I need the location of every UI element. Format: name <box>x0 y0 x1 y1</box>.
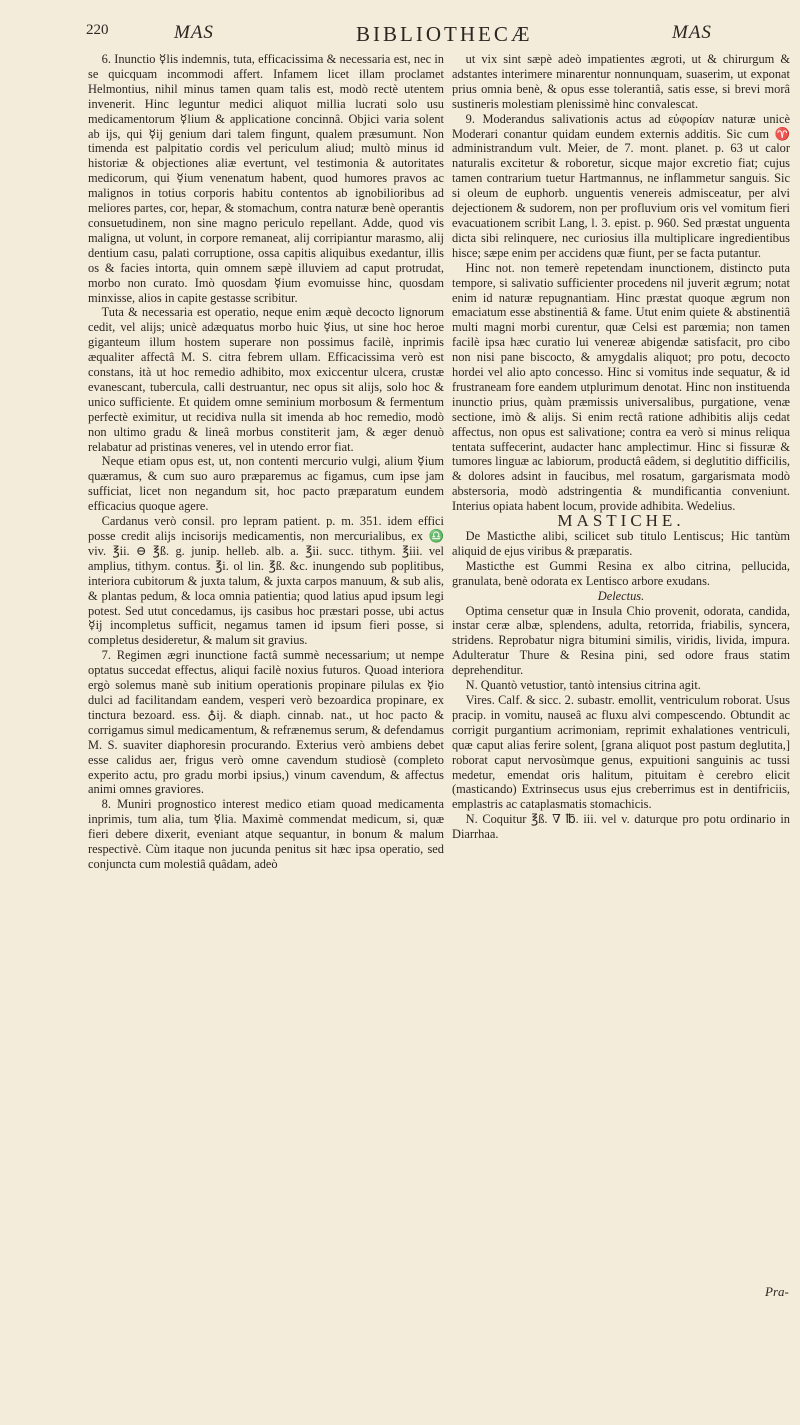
running-title: BIBLIOTHECÆ <box>356 22 533 46</box>
subheading: Delectus. <box>597 588 645 603</box>
keyword-right: MAS <box>672 22 712 43</box>
paragraph: ut vix sint sæpè adeò impatientes ægroti, ut & chirurgum & adstantes interimere minarentur nonnunquam, suaserim, ut exponat prius omnia benè, & opus esse tolerantiâ, satis esse, si brevi morâ sustineris molestiam plenissimè hinc convalescat. <box>452 52 790 111</box>
catchword: Pra- <box>765 1284 789 1299</box>
paragraph: N. Coquitur ℥ß. ∇ ℔. iii. vel v. daturque pro potu ordinario in Diarrhaa. <box>452 812 790 842</box>
paragraph: Masticthe est Gummi Resina ex albo citrina, pellucida, granulata, benè odorata ex Lentisco arbore exudans. <box>452 558 790 588</box>
paragraph: Optima censetur quæ in Insula Chio provenit, odorata, candida, instar ceræ albæ, splendens, adulta, retorrida, friabilis, syncera, stridens. Reprobatur nigra bitumini similis, viridis, livida, impura. Adulteratur Thure & Resina pini, sed odore fraus statim deprehenditur. <box>452 603 790 678</box>
paragraph: De Masticthe alibi, scilicet sub titulo Lentiscus; Hic tantùm aliquid de ejus viribus & præparatis. <box>452 529 790 558</box>
paragraph: Vires. Calf. & sicc. 2. subastr. emollit, ventriculum roborat. Usus pracip. in vomitu, nauseâ ac fluxu alvi compescendo. Obtundit ac corrigit purgantium acrimoniam, reprimit exhalationes ventriculi, quæ caput alias ferire solent, [grana aliquot post pastum deglutita,] roborat caput nervosùmque genus, expuitioni sanguinis ac tussi medetur, emendat oris halitum, pituitam è cerebro elicit (masticando) Extrinsecus usus ejus creberrimus est in dentifriciis, emplastris ac cataplasmatis stomachicis. <box>452 692 790 812</box>
left-column <box>88 52 444 872</box>
page-number: 220 <box>86 22 109 38</box>
paragraph: 7. Regimen ægri inunctione factâ summè necessarium; ut nempe optatus succedat effectus, aliqui facilè noxius futuros. Quoad interiora ergò solemus manè sub initium operationis propinare pilulas ex ☿io dulci ad facilitandam eandem, vesperi verò bezoardica propinare, ex tinctura bezoard. ess. ♁ij. & diaph. cinnab. nat., ut hoc pacto & corrigamus simul medicamentum, & refrænemus serum, & defendamus M. S. suaviter diaphoresin procurando. Exterius verò ambiens debet esse calidus aer, frigus verò omne cavendum studiosè (completo experito actu, pro gradu morbi ipsius,) vinum cavendum, & affectus animi omnes graviores. <box>88 648 444 797</box>
paragraph: Hinc not. non temerè repetendam inunctionem, distincto puta tempore, si salivatio sufficienter procedens nil juverit ægrum; notat enim id naturæ repugnantiam. Hinc præstat quoque ægrum non emaciatum esse abstinentiâ & fame. Utut enim quiete & abstinentiâ multi magni morbi curentur, quæ Celsi est parœmia; non tamen facilè ipsa hæc curatio lui venereæ abigendæ satisfacit, pro cibo non nisi pane biscocto, & amygdalis aliquot; pro potu, decocto hordei vel alio apto concesso. Hinc si vomitus inde sequatur, & id frustraneam fore eandem utplurimum denotat. Hinc non instituenda inunctio prius, quàm præmissis universalibus, purgatione, venæ sectione, imò & alijs. Si enim rectâ ratione adhibitis alijs cedat affectus, non opus est salivatione; contra ea verò si minus reliqua tentata suffecerint, audacter hanc amplectimur. Hinc si fissuræ & tumores linguæ ac labiorum, productâ eâdem, si deglutitio difficilis, & dolores adsint in faucibus, mel rosatum, gargarismata modò abstersoria, modò adstringentia & mundificantia conveniunt. Interius opiata habent locum, provide adhibita. Wedelius. <box>452 260 790 514</box>
paragraph: 9. Moderandus salivationis actus ad εὐφορίαν naturæ unicè Moderari conantur quidam eundem externis additis. Sic cum ♈ administrandum vult. Meier, de 7. mont. planet. p. 63 ut calor naturalis excitetur & roboretur, sicque major excretio fiat; cujus tamen contrarium tuetur Hartmannus, ne inflammetur sanguis. Sic si oleum de euphorb. unguentis venereis admisceatur, per alvi dejectionem & sudorem, non per profluvium oris vel vomitum fieri evacuationem scribit Lang, l. 3. epist. p. 960. Sed præstat unguenta dicta sibi relinquere, nec curiosius illa multiplicare ingredientibus hisce; sæpe enim per accidens quæ fiunt, per se facta putantur. <box>452 111 790 260</box>
right-column <box>452 52 790 842</box>
paragraph: N. Quantò vetustior, tantò intensius citrina agit. <box>465 678 701 693</box>
paragraph: Neque etiam opus est, ut, non contenti mercurio vulgi, alium ☿ium quæramus, & cum suo auro præparemus ac figamus, cum ipse jam sufficiat, licet non negandum sit, hoc pacto præparatum eundem efficacius quoque agere. <box>88 454 444 514</box>
paragraph: Tuta & necessaria est operatio, neque enim æquè decocto lignorum cedit, vel alijs; unicè adæquatus morbo huic ☿ius, ut sine hoc heroe giganteum illum hostem superare non possimus facilè, inprimis æqualiter affectâ M. S. citra febrem ullam. Efficacissima verò est constans, ità ut hoc remedio adhibito, mox exiccentur ulcera, crustæ evanescant, tubercula, calli destruantur, nec opus sit alijs, solo hoc & unico sufficiente. Et quidem omne seminium morbosum & fermentum perfectè eximitur, ut recidiva nulla sit imenda ab hoc remedio, modò non ultimo gradu & lineâ morbus constiterit jam, & æger denuò relabatur ad pristinas veneres, vel in utendo error fiat. <box>88 305 444 454</box>
keyword-left: MAS <box>174 22 214 43</box>
paragraph: 6. Inunctio ☿lis indemnis, tuta, efficacissima & necessaria est, nec in se quicquam incommodi affert. Infamem licet illam proclamet Helmontius, nihil minus tamen quam talis est, modò rectè utentem invenerit. Hinc leguntur medici aliquot millia lucrati solo usu medicamentorum ☿lium & applicatione concinnâ. Objici varia solent ab ijs, qui ☿ij genium dari talem fingunt, qualem præsumunt. Non timenda est palpitatio cordis vel periculum aliud; multò minus id historiæ & objectiones aliæ evertunt, vel testimonia & autoritates medicorum, qui ☿ium venenatum habent, quod humores pravos ac malignos in totius corporis habitu contentos ab ignobilioribus ad meliores partes, cor, hepar, & stomachum, contra naturæ benè operantis consuetudinem, non sine magno periculo repellant. Adde, quod vis maligna, ut volunt, in corpore remaneat, alij corripiantur marasmo, alij dentium casu, palati corruptione, ossa capitis aliquibus exedantur, illis os & facies intorta, quin omnem sæpè illuviem ad caput protrudat, morbo non curato. Imò quosdam ☿ium evomuisse hinc, quosdam minxisse, alios in capite gestasse scribitur. <box>88 52 444 305</box>
paragraph: 8. Muniri prognostico interest medico etiam quoad medicamenta inprimis, tum alia, tum ☿lia. Maximè commendat medicum, si, quæ fieri debere dixerit, eveniant atque sequantur, in bonum & malum respectivè. Cùm itaque non jucunda penitus sit hæc ipsa operatio, sed conjuncta cum molestiâ quâdam, adeò <box>88 797 444 871</box>
running-header <box>0 22 800 50</box>
section-title: MASTICHE. <box>557 511 685 531</box>
paragraph: Cardanus verò consil. pro lepram patient. p. m. 351. idem effici posse credit alijs incisorijs medicamentis, non mercurialibus, ex ♎ viv. ℥ii. ⊖ ℥ß. g. junip. helleb. alb. a. ℥ii. succ. tithym. ℥iii. vel amplius, tithym. contus. ℥i. ol lin. ℥ß. &c. inungendo sub poplitibus, interiora cubitorum & juxta talum, & juxta carpos manuum, & sub alis, & plantas pedum, & loca omnia patientia; quod latius apud ipsum legi potest. Sed utut concedamus, ijs casibus hoc præstari posse, ubi actus ☿ij incompletus sufficit, negamus tamen id ipsum fieri posse, si completus desideretur, & malum sit gravius. <box>88 514 444 648</box>
